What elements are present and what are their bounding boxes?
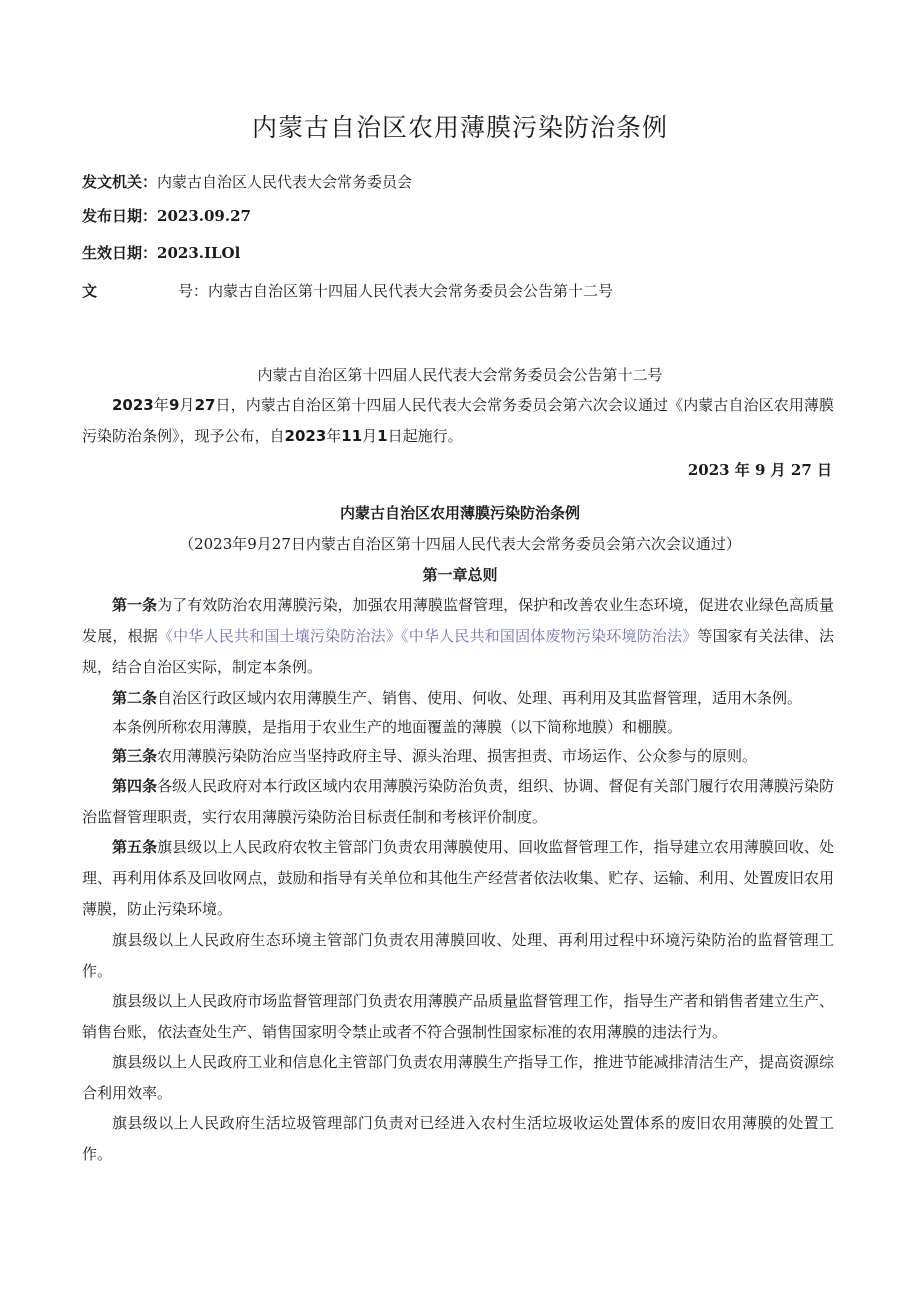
docno-label-b: 号： xyxy=(178,282,209,300)
ann-text-a: 年 xyxy=(153,396,169,414)
meta-issuer xyxy=(82,172,412,192)
meta-docno xyxy=(178,280,613,301)
publish-value: 2023.09.27 xyxy=(157,207,251,225)
article-4-text: 各级人民政府对本行政区域内农用薄膜污染防治负责，组织、协调、督促有关部门履行农用薄膜污染防治监督管理职责，实行农用薄膜污染防治目标责任制和考核评价制度。 xyxy=(82,777,834,826)
ann-month2: 11 xyxy=(341,427,363,445)
announcement-paragraph xyxy=(82,390,834,452)
ann-day2: 1 xyxy=(377,427,388,445)
meta-effective-date xyxy=(82,243,240,263)
issuer-label: 发文机关： xyxy=(82,173,158,191)
docno-value: 内蒙古自治区第十四届人民代表大会常务委员会公告第十二号 xyxy=(208,282,614,300)
ann-text-b: 月 xyxy=(179,396,195,414)
article-1 xyxy=(82,590,834,683)
ann-month: 9 xyxy=(168,396,180,414)
article-3 xyxy=(82,741,834,772)
article-2-text: 自治区行政区域内农用薄膜生产、销售、使用、何收、处理、再利用及其监督管理，适用木条例。 xyxy=(157,689,803,707)
document-title: 内蒙古自治区农用薄膜污染防治条例 xyxy=(251,113,668,142)
article-5-paragraph-2: 旗县级以上人民政府生态环境主管部门负责农用薄膜回收、处理、再利用过程中环境污染防治的监督管理工作。 xyxy=(82,931,834,980)
publish-label: 发布日期： xyxy=(82,207,158,225)
article-4-label: 第四条 xyxy=(112,777,158,795)
meta-publish-date xyxy=(82,206,251,226)
article-1-text-a: 为了有效防治农用薄膜污染，加强农用薄膜监督管理，保护和改善农业生态环境，促进农业绿色高质量发展，根据 xyxy=(82,596,834,645)
article-3-text: 农用薄膜污染防治应当坚持政府主导、源头治理、损害担责、市场运作、公众参与的原则。 xyxy=(157,747,758,765)
article-3-label: 第三条 xyxy=(112,747,158,765)
article-5 xyxy=(82,832,834,925)
regulation-title: 内蒙古自治区农用薄膜污染防治条例 xyxy=(339,504,580,522)
ann-day: 27 xyxy=(194,396,216,414)
article-2-label: 第二条 xyxy=(112,689,158,707)
article-5-paragraph-5: 旗县级以上人民政府生活垃圾管理部门负责对已经进入农村生活垃圾收运处置体系的废旧农用薄膜的处置工作。 xyxy=(82,1114,834,1163)
article-1-law-link[interactable]: 《中华人民共和国土壤污染防治法》《中华人民共和国固体废物污染环境防治法》 xyxy=(157,627,698,645)
chapter-1-heading: 第一章总则 xyxy=(422,566,498,584)
effective-label: 生效日期： xyxy=(82,244,158,262)
announcement-date: 2023 年 9 月 27 日 xyxy=(687,461,832,479)
article-2-paragraph-2: 本条例所称农用薄膜，是指用于农业生产的地面覆盖的薄膜（以下简称地膜）和棚膜。 xyxy=(112,718,683,736)
docno-label-a: 文 xyxy=(82,282,98,300)
article-5-paragraph-4: 旗县级以上人民政府工业和信息化主管部门负责农用薄膜生产指导工作，推进节能减排清洁生产，提高资源综合利用效率。 xyxy=(82,1053,834,1102)
announcement-heading: 内蒙古自治区第十四届人民代表大会常务委员会公告第十二号 xyxy=(257,366,663,384)
article-5-text: 旗县级以上人民政府农牧主管部门负责农用薄膜使用、回收监督管理工作，指导建立农用薄膜回收、处理、再利用体系及回收网点，鼓励和指导有关单位和其他生产经营者依法收集、贮存、运输、利用、处置废旧农用薄膜，防止污染环境。 xyxy=(82,838,834,918)
ann-text-c: 日，内蒙古自治区第十四届人民代表大会常务委员会第六次会议通过《内蒙古自治区农用薄膜污染防治条例》，现予公布，自 xyxy=(82,396,834,445)
ann-text-d: 年 xyxy=(326,427,342,445)
article-5-label: 第五条 xyxy=(112,838,158,856)
article-1-text-b: 等国家有关法律、法规，结合自治区实际，制定本条例。 xyxy=(82,627,834,676)
article-4 xyxy=(82,771,834,833)
article-1-label: 第一条 xyxy=(112,596,158,614)
effective-value: 2023.ILOl xyxy=(157,244,241,262)
ann-year2: 2023 xyxy=(284,427,327,445)
ann-text-f: 日起施行。 xyxy=(387,427,463,445)
ann-year: 2023 xyxy=(112,396,154,414)
ann-text-e: 月 xyxy=(362,427,378,445)
regulation-passed-note: （2023年9月27日内蒙古自治区第十四届人民代表大会常务委员会第六次会议通过） xyxy=(179,535,741,553)
issuer-value: 内蒙古自治区人民代表大会常务委员会 xyxy=(157,173,413,191)
article-2 xyxy=(82,683,834,714)
article-5-paragraph-3: 旗县级以上人民政府市场监督管理部门负责农用薄膜产品质量监督管理工作，指导生产者和销售者建立生产、销售台账，依法查处生产、销售国家明令禁止或者不符合强制性国家标准的农用薄膜的违法行为。 xyxy=(82,992,834,1041)
